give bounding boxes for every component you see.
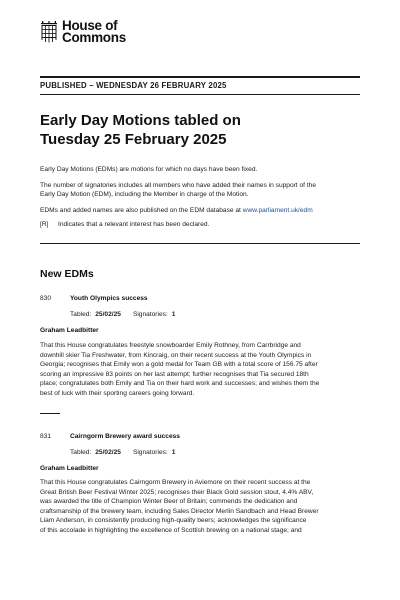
intro-paragraph-2-line-1: The number of signatories includes all members who have added their names in support of the [40, 182, 316, 189]
signatories-label: Signatories: [132, 311, 168, 318]
edm-meta [70, 311, 187, 318]
logo-line-1: House of [62, 18, 118, 33]
page-title-line-1: Early Day Motions tabled on [40, 112, 241, 129]
divider [40, 94, 360, 95]
edm-heading [40, 433, 180, 440]
interest-tag: [R] [40, 221, 49, 228]
edm-motion-text [40, 341, 362, 399]
motion-line: That this House congratulates freestyle snowboarder Emily Rothney, from Carrbridge and [40, 342, 301, 349]
motion-line: That this House congratulates Cairngorm Brewery in Aviemore on their recent success at the [40, 479, 311, 486]
motion-line: Liam Anderson, in consistently producing high-quality beers; acknowledges the significance [40, 517, 307, 525]
edm-number: 831 [40, 433, 52, 440]
tabled-date: 25/02/25 [95, 311, 121, 318]
tabled-label: Tabled: [70, 311, 92, 318]
interest-text: Indicates that a relevant interest has been declared. [58, 221, 210, 228]
interest-note [40, 220, 360, 229]
page-title-line-2: Tuesday 25 February 2025 [40, 130, 227, 148]
logo-wordmark [62, 20, 126, 44]
intro-paragraph-2-line-2: Early Day Motion (EDM), including the Member in charge of the Motion. [40, 191, 249, 199]
edm-sponsor: Graham Leadbitter [40, 327, 99, 334]
edm-number: 830 [40, 295, 52, 302]
published-date: PUBLISHED – WEDNESDAY 26 FEBRUARY 2025 [40, 81, 227, 90]
motion-line: downhill skier Tia Freshwater, from Kincraig, on their recent success at the Youth Olympics in [40, 351, 312, 359]
edm-title: Cairngorm Brewery award success [70, 433, 180, 440]
intro-paragraph-1: Early Day Motions (EDMs) are motions for which no days have been fixed. [40, 166, 258, 173]
motion-line: was awarded the title of Champion Winter Beer of Britain; commends the dedication and [40, 498, 298, 506]
edm-motion-text [40, 478, 362, 536]
intro-paragraph-2 [40, 181, 360, 200]
tabled-label: Tabled: [70, 449, 92, 456]
tabled-date: 25/02/25 [95, 449, 121, 456]
motion-line: craftsmanship of the brewery team, including Sales Director Merlin Sandbach and Head Brewer [40, 507, 319, 515]
signatories-count: 1 [171, 311, 176, 318]
edm-sponsor: Graham Leadbitter [40, 465, 99, 472]
motion-line: of this accolade in highlighting the excellence of Scottish brewing on a national stage; and [40, 526, 302, 534]
motion-line: Great British Beer Festival Winter 2025; recognises their Black Gold session stout, 4.4% ABV, [40, 488, 314, 496]
portcullis-icon [40, 21, 58, 43]
motion-line: scoring an impressive 83 points on her last attempt; further recognises that Tia secured 18th [40, 370, 309, 378]
edm-database-link[interactable]: www.parliament.uk/edm [242, 207, 313, 214]
signatories-count: 1 [171, 449, 176, 456]
motion-line: best of luck with their sporting careers going forward. [40, 389, 195, 397]
edm-title: Youth Olympics success [70, 295, 148, 302]
divider [40, 76, 360, 78]
edm-heading [40, 295, 148, 302]
house-of-commons-logo [40, 20, 126, 44]
motion-line: Georgia; recognises that Emily won a gold medal for Team GB with a total score of 156.75 after [40, 361, 318, 369]
motion-line: place; congratulates both Emily and Tia on their hard work and successes; and wishes them the [40, 380, 320, 388]
logo-line-2: Commons [62, 30, 126, 45]
motion-separator [40, 413, 60, 414]
section-title: New EDMs [40, 268, 94, 280]
edm-meta [70, 449, 187, 456]
divider [40, 243, 360, 244]
intro-paragraph-3 [40, 206, 360, 215]
intro-paragraph-3-text: EDMs and added names are also published on the EDM database at [40, 207, 243, 214]
page-title [40, 112, 241, 149]
signatories-label: Signatories: [132, 449, 168, 456]
